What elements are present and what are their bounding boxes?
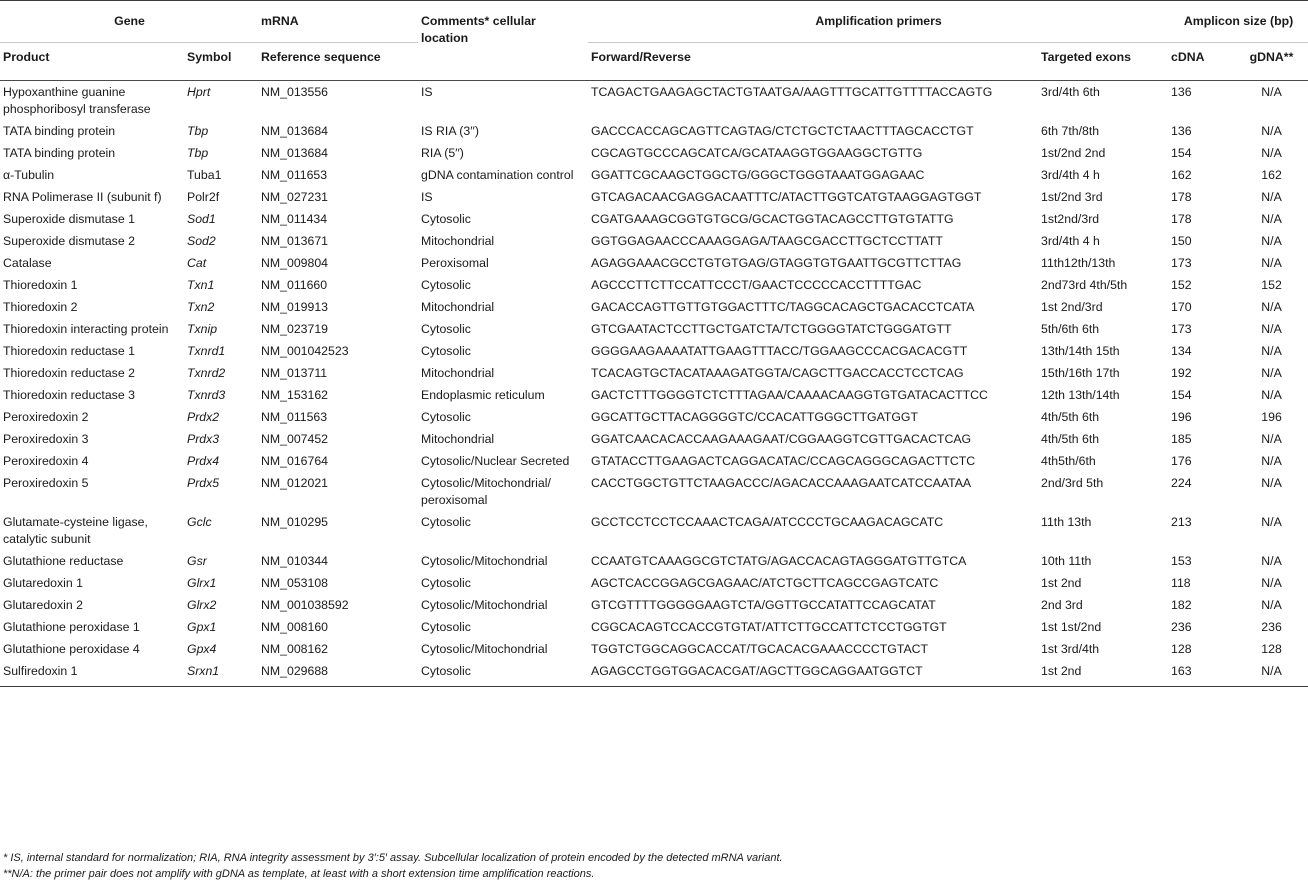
cell-refseq: NM_008160 xyxy=(261,619,329,634)
cell-location: gDNA contamination control xyxy=(421,167,574,182)
cell-cdna: 236 xyxy=(1171,619,1192,634)
cell-gdna: N/A xyxy=(1261,365,1282,380)
cell-symbol: Glrx2 xyxy=(187,597,217,612)
cell-symbol: Sod1 xyxy=(187,211,216,226)
cell-exons: 1st/2nd 2nd xyxy=(1041,145,1106,160)
cell-refseq: NM_009804 xyxy=(261,255,329,270)
cell-gdna: N/A xyxy=(1261,453,1282,468)
cell-gdna: 162 xyxy=(1261,167,1282,182)
cell-product: Thioredoxin 2 xyxy=(3,299,78,314)
cell-gdna: 196 xyxy=(1261,409,1282,424)
table-row xyxy=(0,186,1308,208)
cell-primers: GGCATTGCTTACAGGGGTC/CCACATTGGGCTTGATGGT xyxy=(591,409,919,424)
cell-cdna: 173 xyxy=(1171,321,1192,336)
cell-product: Sulfiredoxin 1 xyxy=(3,663,78,678)
cell-gdna: N/A xyxy=(1261,189,1282,204)
cell-gdna: N/A xyxy=(1261,343,1282,358)
cell-location: RIA (5′′) xyxy=(421,145,464,160)
cell-exons: 2nd/3rd 5th xyxy=(1041,475,1104,490)
cell-primers: TCACAGTGCTACATAAAGATGGTA/CAGCTTGACCACCTCCTCAG xyxy=(591,365,964,380)
cell-refseq: NM_013711 xyxy=(261,365,328,380)
cell-location: Cytosolic xyxy=(421,277,471,292)
cell-location: Cytosolic xyxy=(421,575,471,590)
cell-refseq: NM_010344 xyxy=(261,553,329,568)
footnote-is-ria: * IS, internal standard for normalization; RIA, RNA integrity assessment by 3′:5′ assay. Subcellular localization of protein encoded by the detected mRNA variant. xyxy=(3,852,783,864)
cell-primers: CGGCACAGTCCACCGTGTAT/ATTCTTGCCATTCTCCTGGTGT xyxy=(591,619,947,634)
cell-gdna: N/A xyxy=(1261,211,1282,226)
cell-refseq: NM_027231 xyxy=(261,189,329,204)
cell-refseq: NM_011660 xyxy=(261,277,328,292)
cell-cdna: 128 xyxy=(1171,641,1192,656)
cell-symbol: Txn1 xyxy=(187,277,215,292)
cell-cdna: 134 xyxy=(1171,343,1192,358)
table-row xyxy=(0,406,1308,428)
cell-location: Cytosolic xyxy=(421,619,471,634)
cell-gdna: N/A xyxy=(1261,663,1282,678)
cell-gdna: N/A xyxy=(1261,321,1282,336)
cell-location: Cytosolic xyxy=(421,514,471,529)
cell-gdna: N/A xyxy=(1261,597,1282,612)
cell-cdna: 152 xyxy=(1171,277,1192,292)
cell-product: Glutamate-cysteine ligase, catalytic subunit xyxy=(3,514,148,546)
cell-refseq: NM_013671 xyxy=(261,233,329,248)
cell-location: Mitochondrial xyxy=(421,233,495,248)
cell-symbol: Gpx4 xyxy=(187,641,217,656)
cell-cdna: 196 xyxy=(1171,409,1192,424)
cell-product: Peroxiredoxin 5 xyxy=(3,475,89,490)
cell-cdna: 163 xyxy=(1171,663,1192,678)
cell-product: α-Tubulin xyxy=(3,167,55,182)
header-product: Product xyxy=(3,49,50,64)
cell-symbol: Tbp xyxy=(187,145,209,160)
footnote-na: **N/A: the primer pair does not amplify with gDNA as template, at least with a short extension time amplification reactions. xyxy=(3,868,595,880)
cell-primers: AGCCCTTCTTCCATTCCCT/GAACTCCCCCACCTTTTGAC xyxy=(591,277,922,292)
table-row xyxy=(0,230,1308,252)
cell-refseq: NM_007452 xyxy=(261,431,329,446)
cell-gdna: N/A xyxy=(1261,553,1282,568)
cell-product: Thioredoxin reductase 1 xyxy=(3,343,135,358)
cell-cdna: 176 xyxy=(1171,453,1192,468)
cell-exons: 3rd/4th 6th xyxy=(1041,84,1100,99)
cell-cdna: 185 xyxy=(1171,431,1192,446)
header-comments: Comments* cellular location xyxy=(421,14,536,45)
cell-symbol: Txn2 xyxy=(187,299,215,314)
cell-refseq: NM_001042523 xyxy=(261,343,349,358)
cell-location: Cytosolic/Nuclear Secreted xyxy=(421,453,570,468)
cell-product: Catalase xyxy=(3,255,52,270)
cell-cdna: 154 xyxy=(1171,145,1192,160)
cell-primers: GACTCTTTGGGGTCTCTTTAGAA/CAAAACAAGGTGTGATACACTTCC xyxy=(591,387,988,402)
table-row xyxy=(0,80,1308,120)
table-row xyxy=(0,164,1308,186)
header-gdna: gDNA** xyxy=(1249,49,1294,64)
cell-location: Cytosolic xyxy=(421,409,471,424)
cell-gdna: N/A xyxy=(1261,387,1282,402)
cell-product: Glutaredoxin 1 xyxy=(3,575,83,590)
table-row xyxy=(0,274,1308,296)
cell-refseq: NM_001038592 xyxy=(261,597,349,612)
cell-gdna: 236 xyxy=(1261,619,1282,634)
cell-primers: CACCTGGCTGTTCTAAGACCC/AGACACCAAAGAATCATCCAATAA xyxy=(591,475,972,490)
cell-gdna: N/A xyxy=(1261,123,1282,138)
cell-refseq: NM_029688 xyxy=(261,663,329,678)
cell-exons: 1st2nd/3rd xyxy=(1041,211,1100,226)
cell-primers: GGATCAACACACCAAGAAAGAAT/CGGAAGGTCGTTGACACTCAG xyxy=(591,431,972,446)
cell-exons: 3rd/4th 4 h xyxy=(1041,167,1100,182)
header-refseq: Reference sequence xyxy=(261,49,381,64)
cell-gdna: N/A xyxy=(1261,431,1282,446)
cell-symbol: Hprt xyxy=(187,84,211,99)
table-row xyxy=(0,638,1308,660)
cell-symbol: Prdx2 xyxy=(187,409,220,424)
table-row xyxy=(0,594,1308,616)
cell-product: Thioredoxin interacting protein xyxy=(3,321,169,336)
cell-product: Thioredoxin reductase 2 xyxy=(3,365,135,380)
cell-exons: 10th 11th xyxy=(1041,553,1092,568)
cell-location: Cytosolic/Mitochondrial/ peroxisomal xyxy=(421,475,551,507)
cell-primers: GGATTCGCAAGCTGGCTG/GGGCTGGGTAAATGGAGAAC xyxy=(591,167,925,182)
cell-cdna: 150 xyxy=(1171,233,1192,248)
cell-location: Cytosolic/Mitochondrial xyxy=(421,641,548,656)
cell-product: Glutathione reductase xyxy=(3,553,124,568)
cell-refseq: NM_019913 xyxy=(261,299,329,314)
cell-refseq: NM_010295 xyxy=(261,514,329,529)
cell-symbol: Sod2 xyxy=(187,233,216,248)
cell-symbol: Txnrd3 xyxy=(187,387,226,402)
cell-location: Cytosolic/Mitochondrial xyxy=(421,597,548,612)
cell-cdna: 162 xyxy=(1171,167,1192,182)
cell-refseq: NM_153162 xyxy=(261,387,329,402)
header-row-groups xyxy=(0,1,1308,42)
cell-location: Cytosolic xyxy=(421,663,471,678)
cell-gdna: N/A xyxy=(1261,475,1282,490)
cell-primers: GGGGAAGAAAATATTGAAGTTTACC/TGGAAGCCCACGACACGTT xyxy=(591,343,968,358)
table-row xyxy=(0,296,1308,318)
cell-symbol: Txnrd1 xyxy=(187,343,226,358)
cell-primers: GTCGTTTTGGGGGAAGTCTA/GGTTGCCATATTCCAGCATAT xyxy=(591,597,936,612)
cell-location: IS xyxy=(421,189,433,204)
cell-refseq: NM_011563 xyxy=(261,409,328,424)
cell-product: Glutathione peroxidase 1 xyxy=(3,619,140,634)
table-row xyxy=(0,428,1308,450)
cell-symbol: Polr2f xyxy=(187,189,220,204)
cell-refseq: NM_011653 xyxy=(261,167,328,182)
cell-exons: 3rd/4th 4 h xyxy=(1041,233,1100,248)
cell-primers: TCAGACTGAAGAGCTACTGTAATGA/AAGTTTGCATTGTTTTACCAGTG xyxy=(591,84,993,99)
cell-primers: AGCTCACCGGAGCGAGAAC/ATCTGCTTCAGCCGAGTCATC xyxy=(591,575,939,590)
header-row-columns xyxy=(0,42,1308,80)
table-row xyxy=(0,550,1308,572)
table-row xyxy=(0,572,1308,594)
cell-exons: 4th/5th 6th xyxy=(1041,431,1100,446)
cell-location: Cytosolic xyxy=(421,343,471,358)
cell-gdna: 152 xyxy=(1261,277,1282,292)
cell-cdna: 178 xyxy=(1171,211,1192,226)
cell-product: TATA binding protein xyxy=(3,145,116,160)
cell-product: Thioredoxin reductase 3 xyxy=(3,387,135,402)
cell-product: RNA Polimerase II (subunit f) xyxy=(3,189,162,204)
cell-primers: GTCGAATACTCCTTGCTGATCTA/TCTGGGGTATCTGGGATGTT xyxy=(591,321,952,336)
cell-symbol: Gclc xyxy=(187,514,212,529)
cell-refseq: NM_008162 xyxy=(261,641,329,656)
cell-symbol: Cat xyxy=(187,255,207,270)
cell-primers: GTATACCTTGAAGACTCAGGACATAC/CCAGCAGGGCAGACTTCTC xyxy=(591,453,976,468)
cell-cdna: 213 xyxy=(1171,514,1192,529)
cell-exons: 12th 13th/14th xyxy=(1041,387,1120,402)
table-row xyxy=(0,362,1308,384)
cell-cdna: 178 xyxy=(1171,189,1192,204)
cell-symbol: Glrx1 xyxy=(187,575,217,590)
cell-primers: CCAATGTCAAAGGCGTCTATG/AGACCACAGTAGGGATGTTGTCA xyxy=(591,553,967,568)
cell-cdna: 136 xyxy=(1171,84,1192,99)
cell-cdna: 153 xyxy=(1171,553,1192,568)
cell-symbol: Gpx1 xyxy=(187,619,217,634)
table-row xyxy=(0,252,1308,274)
cell-product: Hypoxanthine guanine phosphoribosyl transferase xyxy=(3,84,151,116)
header-gene: Gene xyxy=(114,14,145,28)
cell-product: Peroxiredoxin 4 xyxy=(3,453,89,468)
cell-cdna: 154 xyxy=(1171,387,1192,402)
table-row xyxy=(0,340,1308,362)
cell-refseq: NM_011434 xyxy=(261,211,328,226)
header-cdna: cDNA xyxy=(1171,49,1205,64)
cell-cdna: 182 xyxy=(1171,597,1192,612)
cell-gdna: N/A xyxy=(1261,255,1282,270)
primer-table xyxy=(0,1,1308,687)
cell-location: Cytosolic xyxy=(421,211,471,226)
cell-symbol: Txnrd2 xyxy=(187,365,226,380)
cell-gdna: N/A xyxy=(1261,233,1282,248)
table-row xyxy=(0,472,1308,511)
table-row xyxy=(0,208,1308,230)
cell-gdna: N/A xyxy=(1261,299,1282,314)
cell-refseq: NM_012021 xyxy=(261,475,329,490)
cell-symbol: Prdx4 xyxy=(187,453,220,468)
cell-gdna: N/A xyxy=(1261,145,1282,160)
cell-cdna: 170 xyxy=(1171,299,1192,314)
cell-primers: GGTGGAGAACCCAAAGGAGA/TAAGCGACCTTGCTCCTTATT xyxy=(591,233,943,248)
table-row xyxy=(0,616,1308,638)
table-row xyxy=(0,120,1308,142)
cell-symbol: Prdx3 xyxy=(187,431,220,446)
cell-product: Superoxide dismutase 1 xyxy=(3,211,135,226)
header-exons: Targeted exons xyxy=(1041,49,1131,64)
cell-symbol: Srxn1 xyxy=(187,663,220,678)
cell-primers: GACACCAGTTGTTGTGGACTTTC/TAGGCACAGCTGACACCTCATA xyxy=(591,299,975,314)
cell-product: Thioredoxin 1 xyxy=(3,277,78,292)
cell-primers: GCCTCCTCCTCCAAACTCAGA/ATCCCCTGCAAGACAGCATC xyxy=(591,514,944,529)
cell-product: Peroxiredoxin 2 xyxy=(3,409,89,424)
cell-exons: 6th 7th/8th xyxy=(1041,123,1100,138)
cell-symbol: Gsr xyxy=(187,553,207,568)
cell-refseq: NM_013684 xyxy=(261,145,329,160)
cell-cdna: 192 xyxy=(1171,365,1192,380)
cell-location: Mitochondrial xyxy=(421,299,495,314)
footnotes xyxy=(3,850,783,882)
table-row xyxy=(0,318,1308,340)
cell-refseq: NM_053108 xyxy=(261,575,329,590)
cell-location: Endoplasmic reticulum xyxy=(421,387,545,402)
cell-primers: GACCCACCAGCAGTTCAGTAG/CTCTGCTCTAACTTTAGCACCTGT xyxy=(591,123,974,138)
cell-symbol: Tuba1 xyxy=(187,167,222,182)
cell-gdna: N/A xyxy=(1261,514,1282,529)
header-fwdrev: Forward/Reverse xyxy=(591,49,691,64)
cell-exons: 11th12th/13th xyxy=(1041,255,1116,270)
cell-exons: 5th/6th 6th xyxy=(1041,321,1100,336)
cell-product: Glutathione peroxidase 4 xyxy=(3,641,140,656)
cell-location: IS xyxy=(421,84,433,99)
table-row xyxy=(0,660,1308,687)
cell-primers: GTCAGACAACGAGGACAATTTC/ATACTTGGTCATGTAAGGAGTGGT xyxy=(591,189,982,204)
cell-refseq: NM_013556 xyxy=(261,84,329,99)
cell-location: Mitochondrial xyxy=(421,365,495,380)
cell-product: Glutaredoxin 2 xyxy=(3,597,83,612)
header-amplicon: Amplicon size (bp) xyxy=(1183,14,1294,28)
cell-exons: 1st/2nd 3rd xyxy=(1041,189,1103,204)
header-symbol: Symbol xyxy=(187,49,232,64)
header-primers: Amplification primers xyxy=(815,14,942,28)
cell-cdna: 173 xyxy=(1171,255,1192,270)
cell-exons: 1st 2nd xyxy=(1041,575,1082,590)
table-body xyxy=(0,80,1308,686)
table-row xyxy=(0,142,1308,164)
cell-exons: 1st 3rd/4th xyxy=(1041,641,1100,656)
cell-exons: 13th/14th 15th xyxy=(1041,343,1120,358)
cell-exons: 1st 2nd xyxy=(1041,663,1082,678)
table-row xyxy=(0,450,1308,472)
cell-symbol: Prdx5 xyxy=(187,475,220,490)
cell-primers: CGATGAAAGCGGTGTGCG/GCACTGGTACAGCCTTGTGTATTG xyxy=(591,211,954,226)
table-row xyxy=(0,511,1308,550)
cell-product: Peroxiredoxin 3 xyxy=(3,431,89,446)
cell-symbol: Txnip xyxy=(187,321,218,336)
cell-symbol: Tbp xyxy=(187,123,209,138)
cell-primers: AGAGGAAACGCCTGTGTGAG/GTAGGTGTGAATTGCGTTCTTAG xyxy=(591,255,962,270)
cell-primers: CGCAGTGCCCAGCATCA/GCATAAGGTGGAAGGCTGTTG xyxy=(591,145,923,160)
cell-product: Superoxide dismutase 2 xyxy=(3,233,135,248)
cell-cdna: 118 xyxy=(1171,575,1191,590)
cell-location: IS RIA (3′′) xyxy=(421,123,479,138)
cell-location: Mitochondrial xyxy=(421,431,495,446)
cell-exons: 1st 1st/2nd xyxy=(1041,619,1102,634)
cell-location: Cytosolic xyxy=(421,321,471,336)
cell-location: Peroxisomal xyxy=(421,255,489,270)
cell-product: TATA binding protein xyxy=(3,123,116,138)
cell-location: Cytosolic/Mitochondrial xyxy=(421,553,548,568)
cell-exons: 4th/5th 6th xyxy=(1041,409,1100,424)
cell-exons: 4th5th/6th xyxy=(1041,453,1096,468)
cell-gdna: 128 xyxy=(1261,641,1282,656)
header-mrna: mRNA xyxy=(261,14,299,28)
cell-gdna: N/A xyxy=(1261,84,1282,99)
table-row xyxy=(0,384,1308,406)
cell-cdna: 224 xyxy=(1171,475,1192,490)
cell-refseq: NM_016764 xyxy=(261,453,329,468)
cell-exons: 11th 13th xyxy=(1041,514,1092,529)
cell-refseq: NM_023719 xyxy=(261,321,329,336)
cell-exons: 15th/16th 17th xyxy=(1041,365,1120,380)
cell-gdna: N/A xyxy=(1261,575,1282,590)
cell-exons: 2nd 3rd xyxy=(1041,597,1083,612)
cell-exons: 2nd73rd 4th/5th xyxy=(1041,277,1128,292)
cell-refseq: NM_013684 xyxy=(261,123,329,138)
cell-primers: TGGTCTGGCAGGCACCAT/TGCACACGAAACCCCTGTACT xyxy=(591,641,929,656)
cell-primers: AGAGCCTGGTGGACACGAT/AGCTTGGCAGGAATGGTCT xyxy=(591,663,923,678)
cell-cdna: 136 xyxy=(1171,123,1192,138)
cell-exons: 1st 2nd/3rd xyxy=(1041,299,1103,314)
